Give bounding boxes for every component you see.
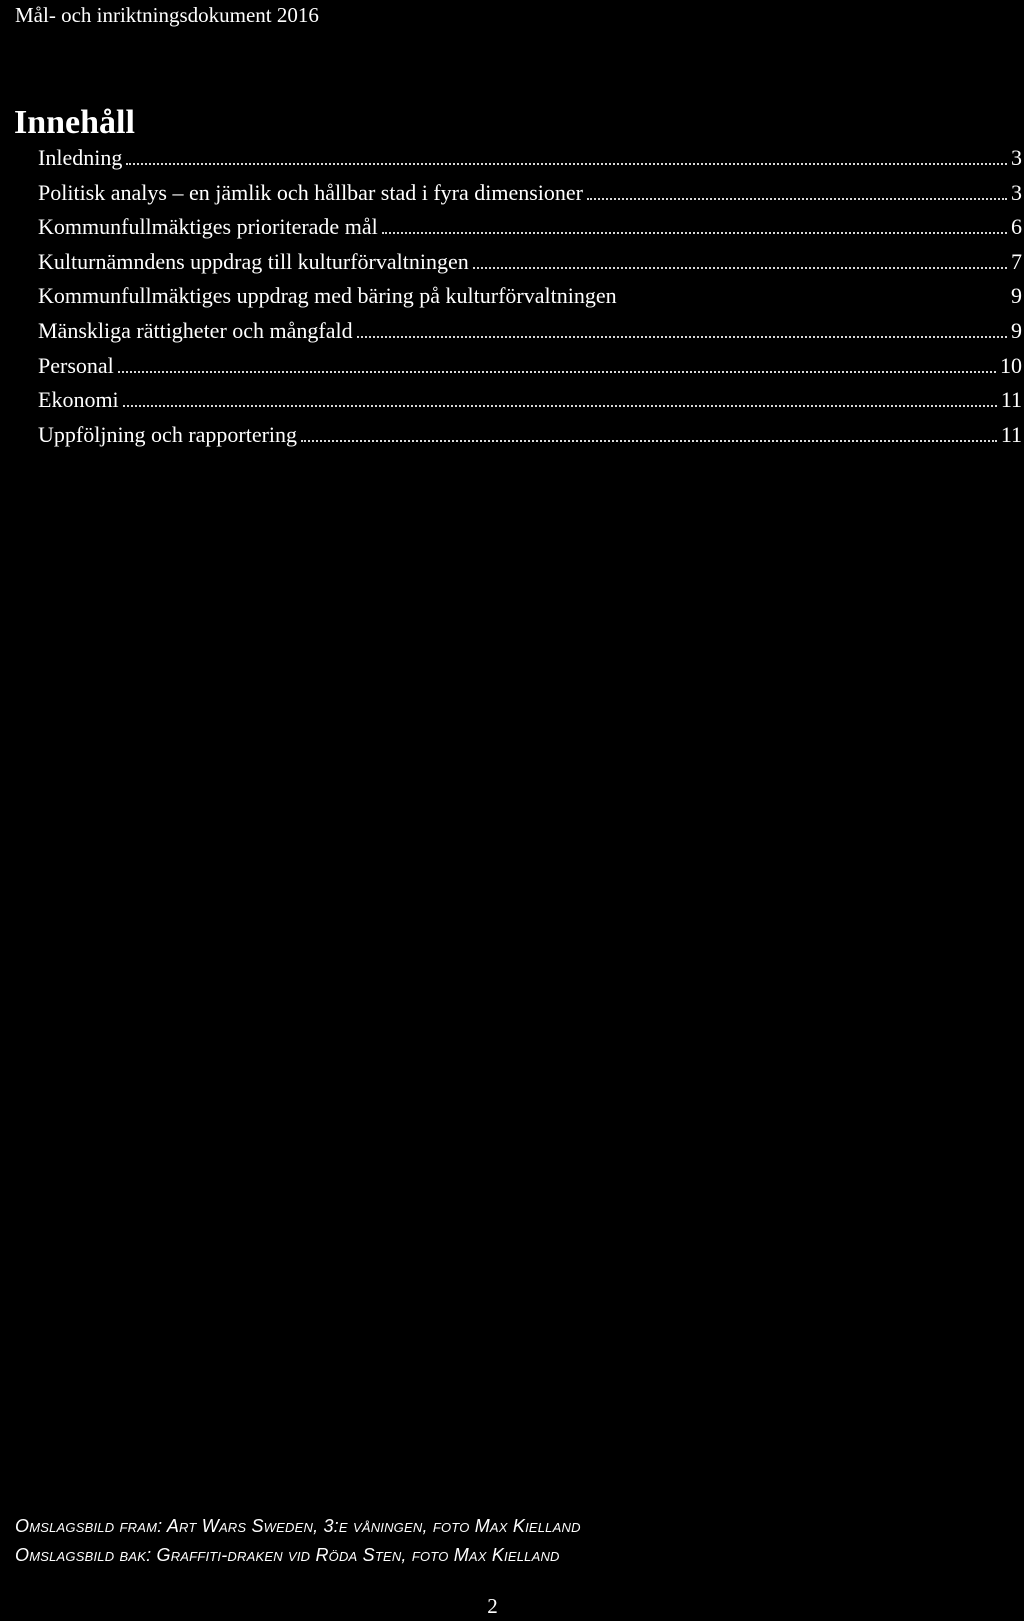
running-header: Mål- och inriktningsdokument 2016 — [15, 3, 319, 27]
toc-entry-page: 9 — [1011, 317, 1022, 343]
toc-entry-page: 10 — [1000, 352, 1022, 378]
cover-photo-credits — [15, 1512, 581, 1570]
toc-entry-prioriterade-mal[interactable] — [38, 210, 1022, 245]
toc-dot-leader — [118, 371, 996, 373]
back-cover-caption: Omslagsbild bak: Graffiti-draken vid Röda Sten, foto Max Kielland — [15, 1545, 560, 1565]
toc-entry-personal[interactable] — [38, 349, 1022, 384]
toc-entry-politisk-analys[interactable] — [38, 176, 1022, 211]
toc-dot-leader — [473, 267, 1007, 269]
front-cover-caption: Omslagsbild fram: Art Wars Sweden, 3:e våningen, foto Max Kielland — [15, 1516, 581, 1536]
toc-entry-page: 3 — [1011, 145, 1022, 170]
toc-entry-label: Kommunfullmäktiges uppdrag med bäring på kulturförvaltningen — [38, 283, 617, 309]
toc-entry-page: 6 — [1011, 214, 1022, 240]
toc-entry-kommunfullmaktiges-uppdrag[interactable] — [38, 279, 1022, 314]
toc-entry-page: 7 — [1011, 248, 1022, 274]
toc-dot-leader — [123, 405, 997, 407]
toc-dot-leader — [301, 440, 997, 442]
table-of-contents — [38, 141, 1022, 452]
toc-entry-manskliga-rattigheter[interactable] — [38, 314, 1022, 349]
toc-entry-ekonomi[interactable] — [38, 383, 1022, 418]
toc-entry-label: Ekonomi — [38, 387, 119, 413]
toc-entry-uppfoljning[interactable] — [38, 418, 1022, 453]
toc-entry-page: 11 — [1000, 387, 1022, 413]
toc-entry-inledning[interactable] — [38, 141, 1022, 176]
toc-entry-label: Politisk analys – en jämlik och hållbar stad i fyra dimensioner — [38, 179, 583, 205]
toc-entry-label: Personal — [38, 352, 114, 378]
toc-title: Innehåll — [14, 104, 135, 141]
toc-dot-leader — [382, 232, 1007, 234]
toc-dot-leader — [357, 336, 1007, 338]
toc-entry-page: 11 — [1000, 421, 1022, 447]
toc-entry-page: 9 — [1011, 283, 1022, 309]
toc-entry-page: 3 — [1011, 179, 1022, 205]
toc-entry-label: Uppföljning och rapportering — [38, 421, 298, 447]
toc-entry-label: Mänskliga rättigheter och mångfald — [38, 317, 353, 343]
toc-dot-leader — [126, 163, 1007, 165]
toc-entry-label: Kommunfullmäktiges prioriterade mål — [38, 214, 378, 240]
toc-dot-leader — [587, 198, 1007, 200]
page-number: 2 — [487, 1594, 498, 1618]
toc-entry-kulturnamndens-uppdrag[interactable] — [38, 245, 1022, 280]
toc-entry-label: Kulturnämndens uppdrag till kulturförvaltningen — [38, 248, 469, 274]
toc-entry-label: Inledning — [38, 145, 123, 170]
